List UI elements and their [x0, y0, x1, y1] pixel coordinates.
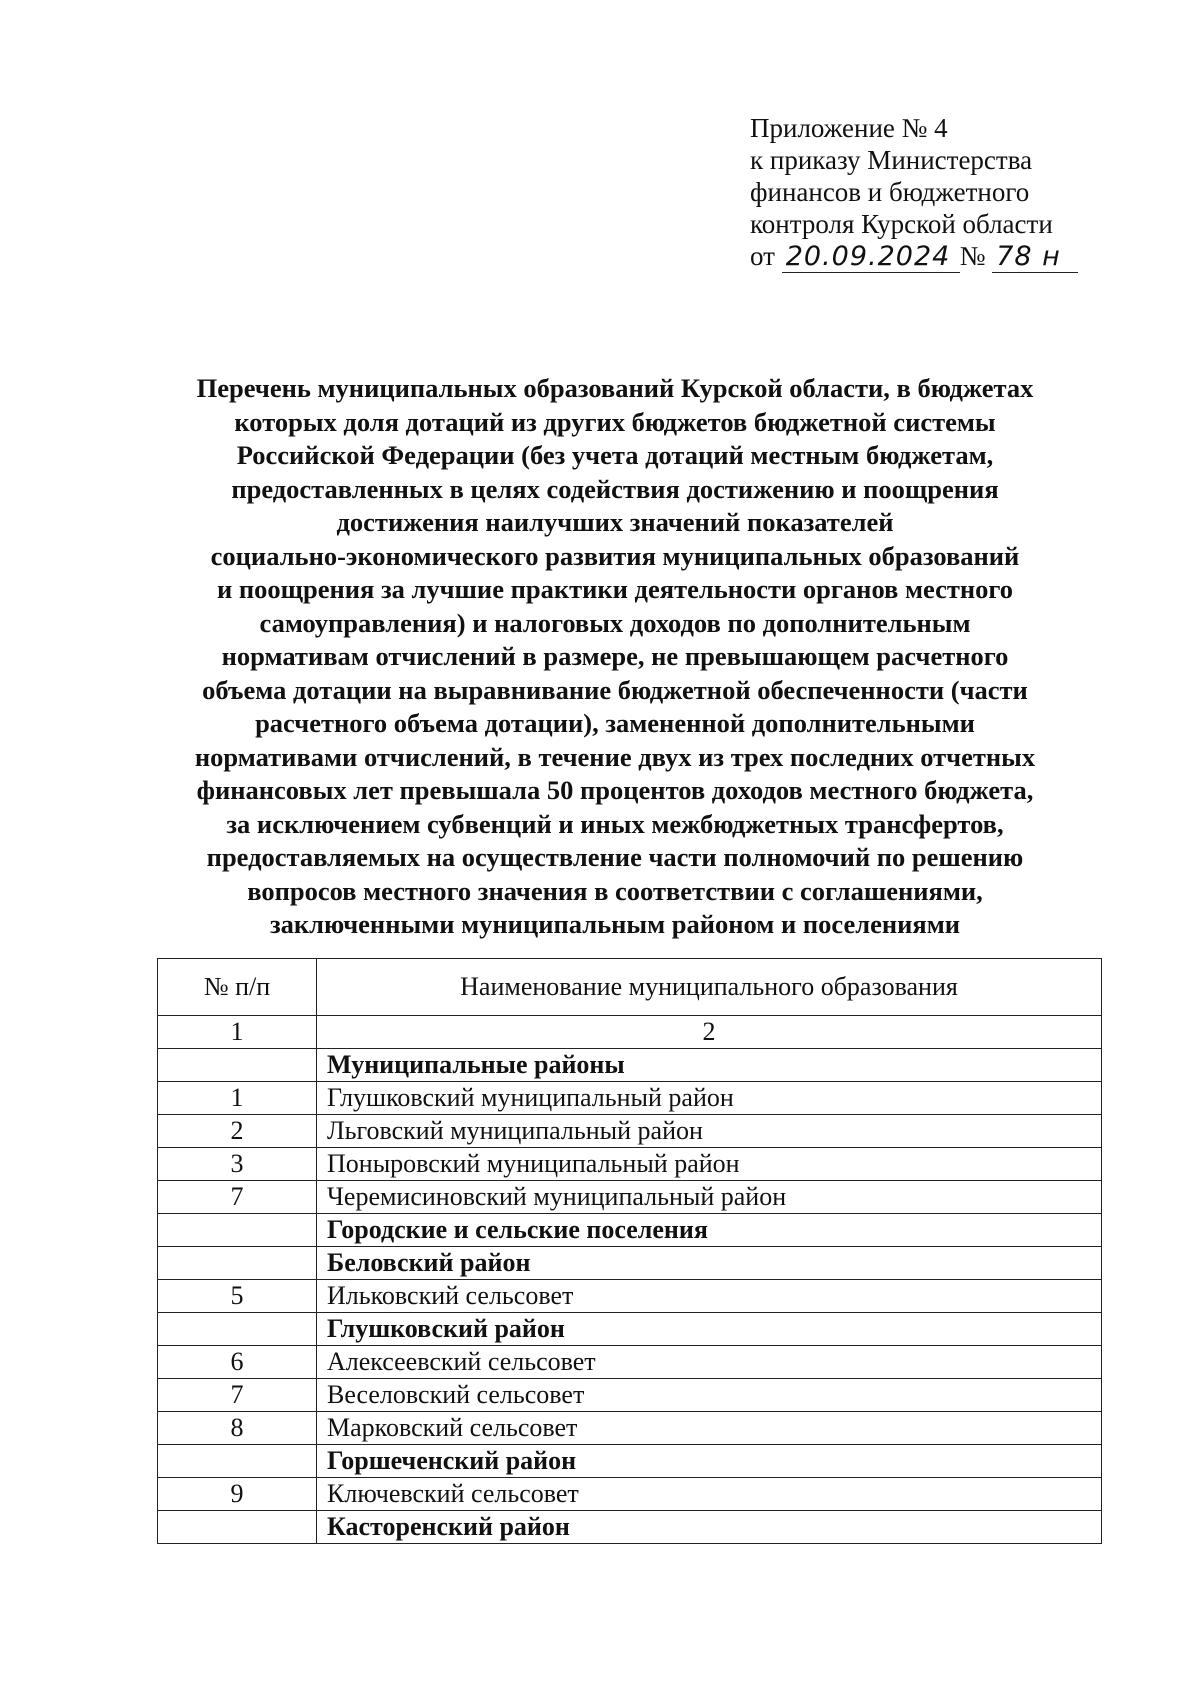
table-section-row — [158, 1049, 1102, 1082]
appendix-line-1: Приложение № 4 — [750, 113, 948, 143]
table-body — [158, 1049, 1102, 1544]
title-line: социально-экономического развития муниципальных образований — [210, 540, 1020, 571]
table-row — [158, 1115, 1102, 1148]
row-number — [158, 1214, 317, 1247]
municipality-name: Глушковский муниципальный район — [317, 1082, 1102, 1115]
row-number: 1 — [158, 1082, 317, 1115]
table-row — [158, 1082, 1102, 1115]
number-prefix: № — [959, 241, 986, 271]
row-number: 7 — [158, 1379, 317, 1412]
date-prefix: от — [750, 241, 775, 271]
row-number: 7 — [158, 1181, 317, 1214]
title-line: которых доля дотаций из других бюджетов бюджетной системы — [234, 406, 996, 437]
municipality-name: Черемисиновский муниципальный район — [317, 1181, 1102, 1214]
section-name: Горшеченский район — [317, 1445, 1102, 1478]
municipality-name: Ильковский сельсовет — [317, 1280, 1102, 1313]
row-number: 2 — [158, 1115, 317, 1148]
title-line: предоставленных в целях содействия достижению и поощрения — [231, 473, 999, 504]
title-line: заключенными муниципальным районом и поселениями — [269, 909, 961, 939]
section-name: Глушковский район — [317, 1313, 1102, 1346]
section-name: Муниципальные районы — [317, 1049, 1102, 1082]
section-name: Городские и сельские поселения — [317, 1214, 1102, 1247]
appendix-block — [750, 112, 1078, 273]
table-section-row — [158, 1247, 1102, 1280]
handwritten-order-number: 78 н — [992, 242, 1078, 273]
section-name: Беловский район — [317, 1247, 1102, 1280]
appendix-line-4: контроля Курской области — [750, 209, 1053, 239]
row-number: 5 — [158, 1280, 317, 1313]
row-number — [158, 1445, 317, 1478]
order-date-number-line — [750, 240, 1078, 273]
title-line: объема дотации на выравнивание бюджетной обеспеченности (части — [202, 674, 1028, 705]
title-line: самоуправления) и налоговых доходов по дополнительным — [259, 607, 971, 638]
table-row — [158, 1379, 1102, 1412]
table-row — [158, 1280, 1102, 1313]
title-line: нормативами отчислений, в течение двух из трех последних отчетных — [194, 741, 1036, 772]
title-line: Российской Федерации (без учета дотаций местным бюджетам, — [236, 440, 994, 470]
municipality-name: Алексеевский сельсовет — [317, 1346, 1102, 1379]
title-line: финансовых лет превышала 50 процентов доходов местного бюджета, — [196, 775, 1034, 805]
title-line: достижения наилучших значений показателей — [336, 507, 894, 537]
handwritten-date: 20.09.2024 — [782, 242, 960, 273]
row-number: 9 — [158, 1478, 317, 1511]
municipality-name: Веселовский сельсовет — [317, 1379, 1102, 1412]
column-number-1: 1 — [158, 1016, 317, 1049]
column-number-2: 2 — [317, 1016, 1102, 1049]
table-row — [158, 1478, 1102, 1511]
header-number: № п/п — [158, 959, 317, 1016]
header-name: Наименование муниципального образования — [317, 959, 1102, 1016]
title-line: предоставляемых на осуществление части полномочий по решению — [206, 842, 1024, 872]
appendix-line-2: к приказу Министерства — [750, 145, 1033, 175]
municipality-name: Ключевский сельсовет — [317, 1478, 1102, 1511]
table-section-row — [158, 1313, 1102, 1346]
municipality-name: Марковский сельсовет — [317, 1412, 1102, 1445]
table-section-row — [158, 1214, 1102, 1247]
table-row — [158, 1412, 1102, 1445]
table-column-numbers-row — [158, 1016, 1102, 1049]
title-line: за исключением субвенций и иных межбюджетных трансфертов, — [226, 808, 1004, 839]
row-number — [158, 1247, 317, 1280]
section-name: Касторенский район — [317, 1511, 1102, 1544]
table-row — [158, 1181, 1102, 1214]
row-number: 3 — [158, 1148, 317, 1181]
row-number: 8 — [158, 1412, 317, 1445]
title-line: и поощрения за лучшие практики деятельности органов местного — [216, 574, 1014, 604]
municipality-name: Льговский муниципальный район — [317, 1115, 1102, 1148]
appendix-line-3: финансов и бюджетного — [750, 177, 1030, 207]
municipality-name: Поныровский муниципальный район — [317, 1148, 1102, 1181]
table-row — [158, 1148, 1102, 1181]
row-number — [158, 1511, 317, 1544]
title-line: Перечень муниципальных образований Курской области, в бюджетах — [196, 373, 1034, 403]
title-line: расчетного объема дотации), замененной дополнительными — [255, 708, 975, 738]
table-header-row — [158, 959, 1102, 1016]
document-title — [150, 372, 1080, 942]
table-row — [158, 1346, 1102, 1379]
title-line: вопросов местного значения в соответствии с соглашениями, — [247, 875, 983, 906]
row-number: 6 — [158, 1346, 317, 1379]
row-number — [158, 1313, 317, 1346]
row-number — [158, 1049, 317, 1082]
table-section-row — [158, 1445, 1102, 1478]
title-line: нормативам отчислений в размере, не превышающем расчетного — [221, 641, 1009, 671]
table-section-row — [158, 1511, 1102, 1544]
municipalities-table — [157, 958, 1102, 1544]
